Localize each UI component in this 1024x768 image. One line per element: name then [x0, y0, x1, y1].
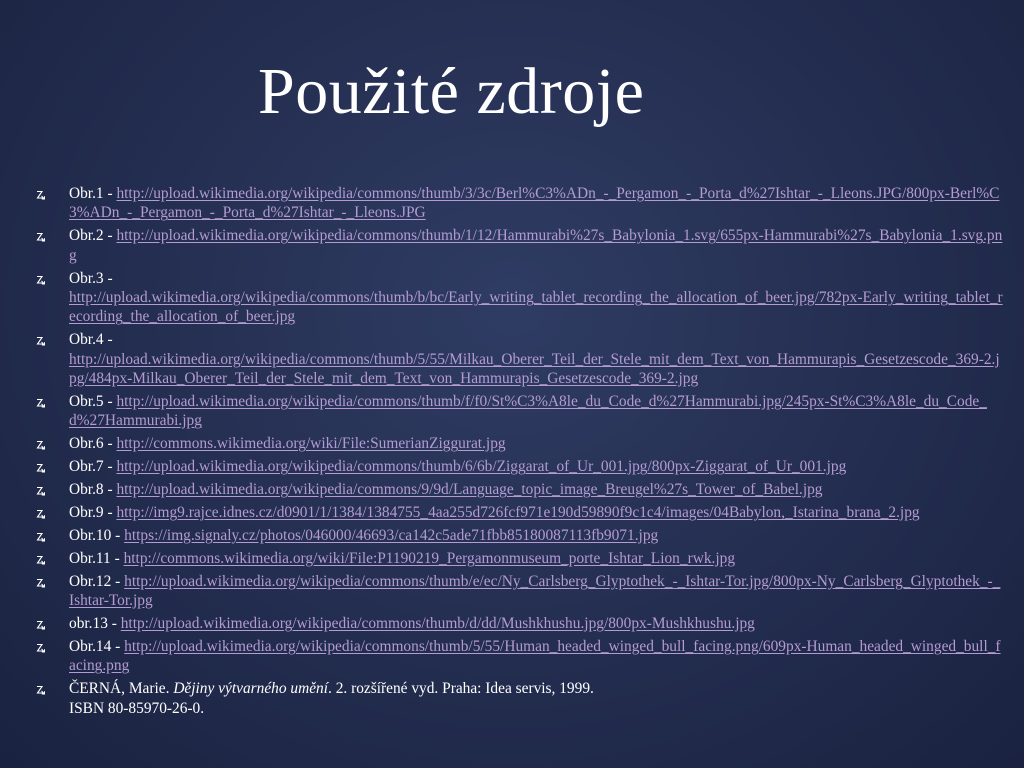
source-item [36, 457, 1004, 476]
source-item [36, 637, 1004, 676]
z-arrow-icon [36, 275, 46, 285]
book-title: Dějiny výtvarného umění [173, 680, 329, 698]
source-link[interactable]: http://upload.wikimedia.org/wikipedia/commons/thumb/5/55/Human_headed_winged_bull_facing.png/609px-Human_headed_winged_bull_facing.png [69, 638, 1001, 675]
z-arrow-icon [36, 532, 46, 542]
sources-list [36, 184, 1004, 722]
source-label: Obr.12 - [69, 572, 125, 590]
z-arrow-icon [36, 336, 46, 346]
source-link[interactable]: http://img9.rajce.idnes.cz/d0901/1/1384/1384755_4aa255d726fcf971e190d59890f9c1c4/images/04Babylon,_Istarina_brana_2.jpg [116, 504, 920, 522]
source-label: Obr.1 - [69, 185, 117, 202]
source-label: Obr.4 - [69, 331, 113, 349]
source-link[interactable]: http://commons.wikimedia.org/wiki/File:SumerianZiggurat.jpg [116, 435, 506, 453]
source-item [36, 526, 1004, 545]
book-author: ČERNÁ, Marie. [69, 680, 174, 698]
source-link[interactable]: http://upload.wikimedia.org/wikipedia/commons/thumb/b/bc/Early_writing_tablet_recording_the_allocation_of_beer.jpg/782px-Early_writing_tablet_recording_the_allocation_of_beer.jpg [69, 289, 1003, 326]
book-isbn: ISBN 80-85970-26-0. [69, 699, 205, 717]
source-item [36, 392, 1004, 431]
source-item [36, 434, 1004, 453]
source-link[interactable]: http://upload.wikimedia.org/wikipedia/commons/thumb/f/f0/St%C3%A8le_du_Code_d%27Hammurabi.jpg/245px-St%C3%A8le_du_Code_d%27Hammurabi.jpg [69, 393, 987, 430]
z-arrow-icon [36, 232, 46, 242]
source-link[interactable]: http://upload.wikimedia.org/wikipedia/commons/thumb/d/dd/Mushkhushu.jpg/800px-Mushkhushu.jpg [120, 615, 755, 633]
source-label: Obr.2 - [69, 227, 117, 245]
source-item [36, 184, 1004, 223]
source-item [36, 572, 1004, 611]
source-link[interactable]: http://upload.wikimedia.org/wikipedia/commons/9/9d/Language_topic_image_Breugel%27s_Tower_of_Babel.jpg [116, 481, 823, 499]
source-link[interactable]: http://upload.wikimedia.org/wikipedia/commons/thumb/6/6b/Ziggarat_of_Ur_001.jpg/800px-Ziggarat_of_Ur_001.jpg [116, 458, 847, 476]
z-arrow-icon [36, 578, 46, 588]
source-link[interactable]: https://img.signaly.cz/photos/046000/46693/ca142c5ade71fbb85180087113fb9071.jpg [124, 527, 659, 544]
source-item [36, 614, 1004, 633]
book-details: . 2. rozšířené vyd. Praha: Idea servis, 1999. [328, 680, 594, 698]
source-link[interactable]: http://upload.wikimedia.org/wikipedia/commons/thumb/3/3c/Berl%C3%ADn_-_Pergamon_-_Porta_d%27Ishtar_-_Lleons.JPG/800px-Berl%C3%ADn_-_Pergamon_-_Porta_d%27Ishtar_-_Lleons.JPG [69, 185, 1000, 222]
source-item [36, 503, 1004, 522]
source-link[interactable]: http://commons.wikimedia.org/wiki/File:P1190219_Pergamonmuseum_porte_Ishtar_Lion_rwk.jpg [123, 549, 736, 567]
source-label: Obr.10 - [69, 527, 125, 544]
z-arrow-icon [36, 398, 46, 408]
source-label: Obr.7 - [69, 458, 117, 476]
source-label: Obr.3 - [69, 269, 113, 287]
z-arrow-icon [36, 555, 46, 565]
source-label: Obr.5 - [69, 393, 117, 411]
z-arrow-icon [36, 486, 46, 496]
source-item [36, 330, 1004, 388]
source-label: Obr.9 - [69, 504, 117, 522]
source-item [36, 480, 1004, 499]
source-label: obr.13 - [69, 615, 121, 633]
book-reference-item [36, 679, 1004, 718]
source-label: Obr.14 - [69, 638, 125, 656]
source-link[interactable]: http://upload.wikimedia.org/wikipedia/commons/thumb/e/ec/Ny_Carlsberg_Glyptothek_-_Ishtar-Tor.jpg/800px-Ny_Carlsberg_Glyptothek_-_Ishtar-Tor.jpg [69, 572, 1001, 610]
slide-title: Použité zdroje [258, 55, 645, 128]
z-arrow-icon [36, 685, 46, 695]
source-label: Obr.8 - [69, 481, 117, 499]
z-arrow-icon [36, 620, 46, 630]
z-arrow-icon [36, 463, 46, 473]
source-label: Obr.11 - [69, 549, 124, 567]
z-arrow-icon [36, 643, 46, 653]
source-item [36, 549, 1004, 568]
source-link[interactable]: http://upload.wikimedia.org/wikipedia/commons/thumb/5/55/Milkau_Oberer_Teil_der_Stele_mit_dem_Text_von_Hammurapis_Gesetzescode_369-2.jpg/484px-Milkau_Oberer_Teil_der_Stele_mit_dem_Text_von_Hammurapis_Gesetzescode_369-2.jpg [69, 350, 1000, 388]
z-arrow-icon [36, 509, 46, 519]
z-arrow-icon [36, 190, 46, 200]
source-item [36, 269, 1004, 327]
source-label: Obr.6 - [69, 435, 117, 453]
z-arrow-icon [36, 440, 46, 450]
source-link[interactable]: http://upload.wikimedia.org/wikipedia/commons/thumb/1/12/Hammurabi%27s_Babylonia_1.svg/655px-Hammurabi%27s_Babylonia_1.svg.png [69, 227, 1003, 264]
source-item [36, 226, 1004, 265]
